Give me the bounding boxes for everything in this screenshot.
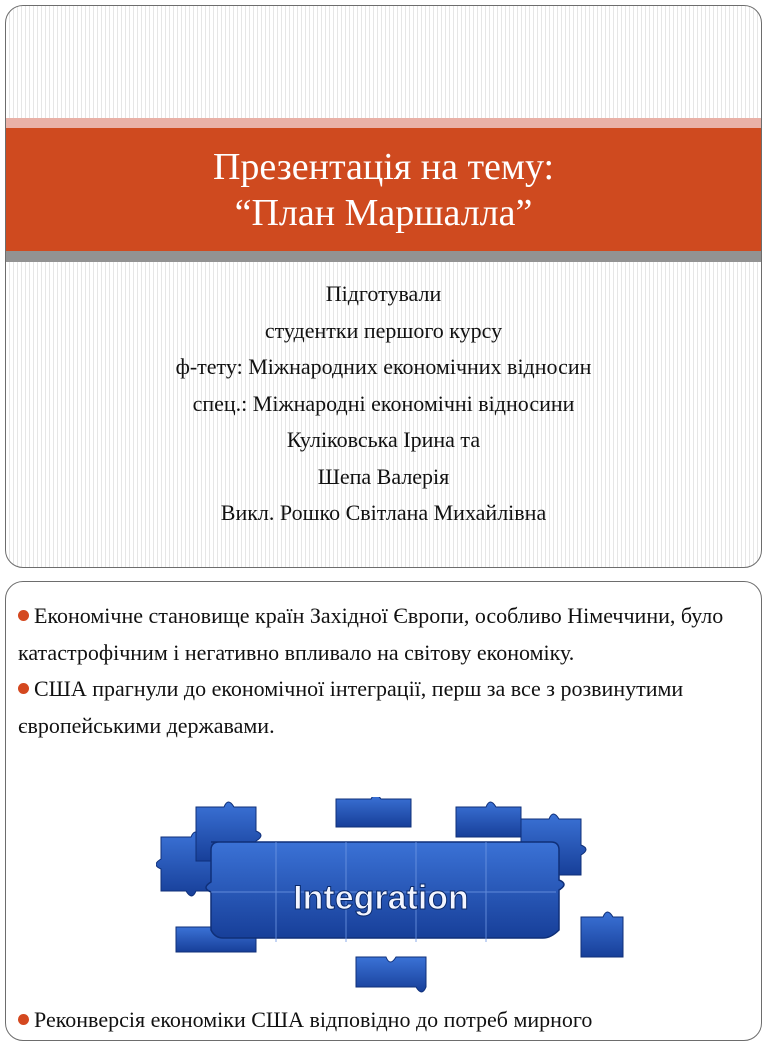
bullet-dot-icon	[18, 1014, 29, 1025]
title-band-bottom-stripe	[6, 251, 761, 262]
bullet-dot-icon	[18, 610, 29, 621]
title-band	[6, 128, 761, 251]
bullet-paragraph	[18, 598, 745, 671]
content-slide	[5, 581, 762, 1041]
title-band-top-stripe	[6, 118, 761, 128]
subtitle-line: Підготували	[325, 281, 442, 306]
title-slide	[5, 5, 762, 568]
bullet-text: Реконверсія економіки США відповідно до потреб мирного	[34, 1007, 593, 1032]
title-line-1: Презентація на тему:	[212, 145, 555, 188]
bullet-paragraph	[18, 1002, 745, 1039]
bullet-text: США прагнули до економічної інтеграції, перш за все з розвинутими європейськими державами.	[18, 676, 684, 738]
subtitle-line: Шепа Валерія	[317, 463, 450, 489]
bullet-dot-icon	[18, 683, 29, 694]
title-line-2: “План Маршалла”	[234, 191, 533, 234]
bullet-paragraph	[18, 671, 745, 744]
subtitle-line: Куліковська Ірина та	[286, 427, 481, 452]
slide-body	[18, 598, 745, 744]
integration-puzzle-image	[156, 797, 626, 997]
subtitle-line: спец.: Міжнародні економічні відносини	[192, 390, 575, 416]
subtitle-line: Викл. Рошко Світлана Михайлівна	[220, 500, 547, 525]
image-caption: Integration	[293, 879, 469, 917]
subtitle-line: ф-тету: Міжнародних економічних відносин	[175, 354, 592, 379]
subtitle-block	[6, 276, 761, 532]
bullet-text: Економічне становище країн Західної Європи, особливо Німеччини, було катастрофічним і негативно впливало на світову економіку.	[18, 603, 724, 665]
subtitle-line: студентки першого курсу	[264, 317, 503, 343]
